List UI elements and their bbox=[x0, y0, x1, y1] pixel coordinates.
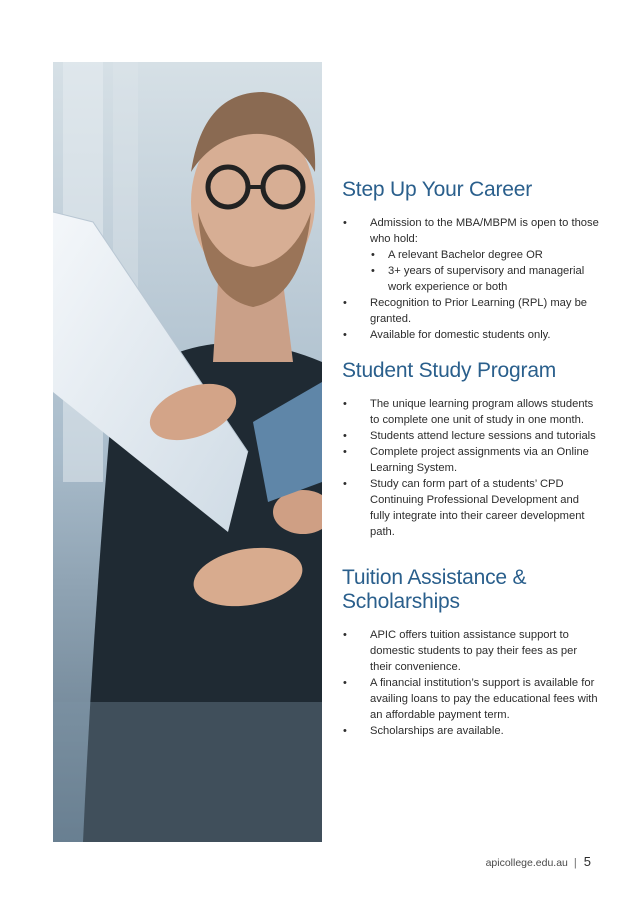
list-item: • Recognition to Prior Learning (RPL) may be granted. bbox=[342, 295, 600, 327]
list-item: • Available for domestic students only. bbox=[342, 327, 600, 343]
page-number: 5 bbox=[583, 854, 591, 869]
heading-step-up-career: Step Up Your Career bbox=[342, 178, 532, 201]
website-link[interactable]: apicollege.edu.au bbox=[485, 857, 568, 869]
study-list bbox=[342, 396, 600, 540]
tuition-list bbox=[342, 627, 600, 739]
heading-tuition-assistance: Tuition Assistance & Scholarships bbox=[342, 566, 527, 613]
sub-list-item: • 3+ years of supervisory and managerial work experience or both bbox=[370, 263, 600, 295]
career-list bbox=[342, 215, 600, 343]
content-column bbox=[342, 178, 600, 755]
sub-list bbox=[370, 247, 600, 295]
list-item: • APIC offers tuition assistance support to domestic students to pay their fees as per their convenience. bbox=[342, 627, 600, 675]
heading-student-study-program: Student Study Program bbox=[342, 359, 557, 382]
list-item: • Complete project assignments via an Online Learning System. bbox=[342, 444, 600, 476]
list-item: • Scholarships are available. bbox=[342, 723, 600, 739]
sub-list-item: • A relevant Bachelor degree OR bbox=[370, 247, 600, 263]
man-reading-document-illustration bbox=[53, 62, 322, 842]
section-study-program bbox=[342, 359, 600, 540]
page-footer bbox=[486, 854, 591, 869]
section-tuition bbox=[342, 566, 600, 739]
footer-separator: | bbox=[573, 857, 577, 869]
hero-photo bbox=[53, 62, 322, 842]
section-career bbox=[342, 178, 600, 343]
list-item-text: Admission to the MBA/MBPM is open to those who hold: bbox=[370, 217, 599, 245]
list-item: • The unique learning program allows students to complete one unit of study in one month. bbox=[342, 396, 600, 428]
list-item: • Study can form part of a students’ CPD Continuing Professional Development and fully integrate into their career development path. bbox=[342, 476, 600, 540]
list-item: • Students attend lecture sessions and tutorials bbox=[342, 428, 600, 444]
list-item: • A financial institution’s support is available for availing loans to pay the educational fees with an affordable payment term. bbox=[342, 675, 600, 723]
list-item bbox=[342, 215, 600, 295]
